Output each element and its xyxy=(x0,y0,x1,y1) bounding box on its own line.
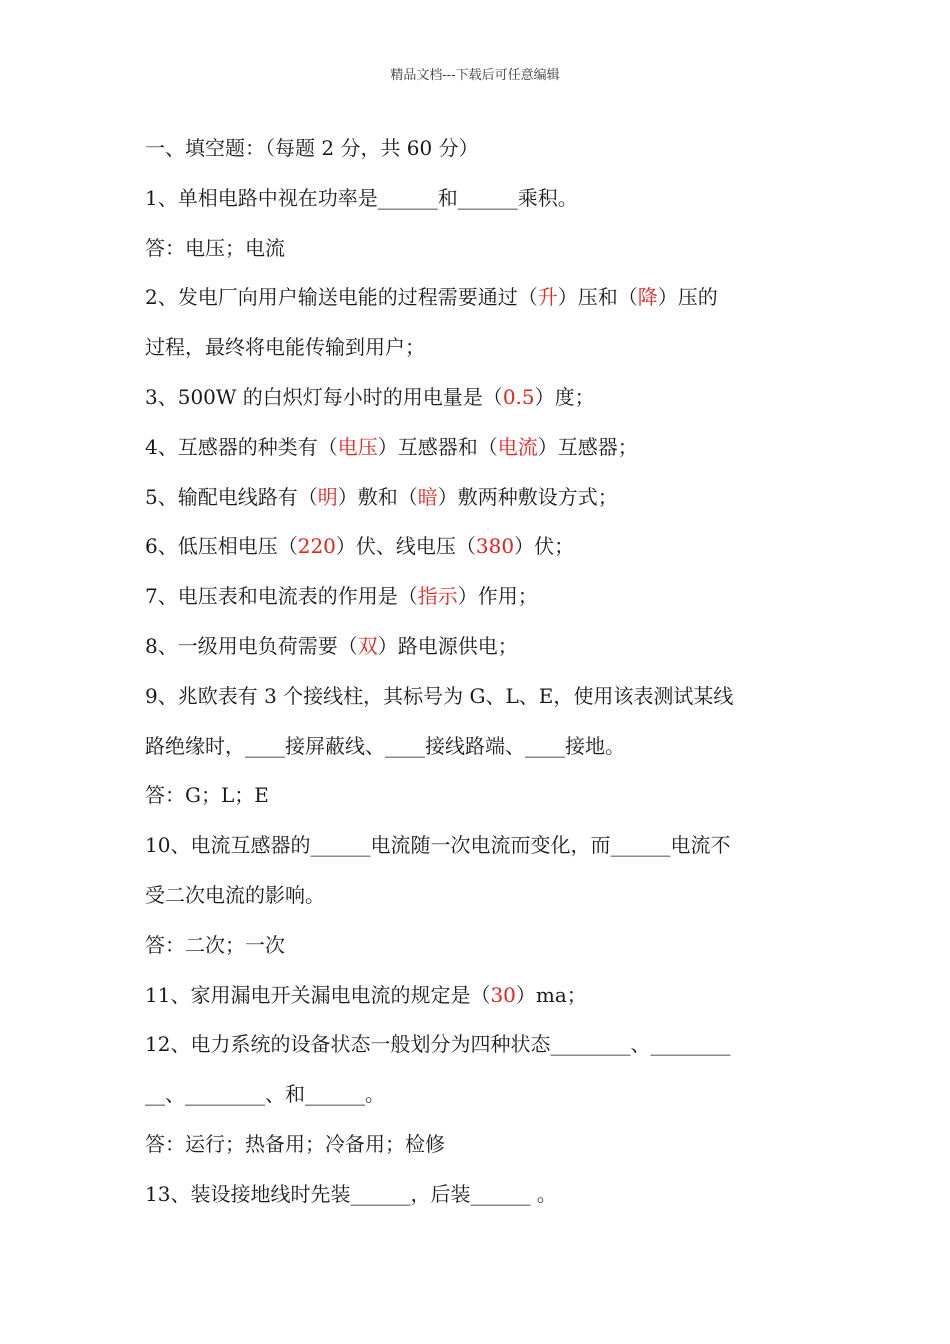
question-13: 13、装设接地线时先装______，后装______ 。 xyxy=(145,1181,557,1206)
q2-text-c: ）压的 xyxy=(657,285,718,310)
question-8 xyxy=(145,622,810,672)
q7-text-a: 7、电压表和电流表的作用是（ xyxy=(145,584,418,609)
question-7 xyxy=(145,572,810,622)
q11-fill: 30 xyxy=(490,982,516,1007)
q7-fill: 指示 xyxy=(417,584,458,609)
q2-text-a: 2、发电厂向用户输送电能的过程需要通过（ xyxy=(145,285,538,310)
q6-fill-2: 380 xyxy=(475,534,515,559)
question-9-line-1: 9、兆欧表有 3 个接线柱，其标号为 G、L、E，使用该表测试某线 xyxy=(145,683,734,708)
q11-text-b: ）ma； xyxy=(515,982,587,1007)
page-header: 精品文档---下载后可任意编辑 xyxy=(390,68,560,83)
answer-1: 答：电压；电流 xyxy=(145,235,285,260)
q4-fill-1: 电压 xyxy=(337,434,378,459)
q3-text-b: ）度； xyxy=(534,384,595,409)
answer-10: 答：二次；一次 xyxy=(145,932,285,957)
q8-text-a: 8、一级用电负荷需要（ xyxy=(145,633,358,658)
q4-text-b: ）互感器和（ xyxy=(377,434,498,459)
q2-fill-2: 降 xyxy=(637,285,658,310)
section-title: 一、填空题：（每题 2 分，共 60 分） xyxy=(145,136,479,160)
question-10-line-2: 受二次电流的影响。 xyxy=(145,882,325,907)
q4-text-c: ）互感器； xyxy=(537,434,638,459)
q2-fill-1: 升 xyxy=(537,285,558,310)
q4-fill-2: 电流 xyxy=(497,434,538,459)
answer-9: 答：G；L；E xyxy=(145,783,269,808)
q8-text-b: ）路电源供电； xyxy=(377,633,518,658)
q5-text-c: ）敷两种敷设方式； xyxy=(437,484,618,509)
q5-fill-2: 暗 xyxy=(417,484,438,509)
q3-text-a: 3、500W 的白炽灯每小时的用电量是（ xyxy=(145,384,503,409)
question-12-line-2: __、________、和______。 xyxy=(145,1082,385,1107)
document-body xyxy=(145,124,810,1220)
q5-text-a: 5、输配电线路有（ xyxy=(145,484,318,509)
question-1: 1、单相电路中视在功率是______和______乘积。 xyxy=(145,185,578,210)
q6-text-a: 6、低压相电压（ xyxy=(145,534,298,559)
question-9-line-2: 路绝缘时，____接屏蔽线、____接线路端、____接地。 xyxy=(145,733,625,758)
q2-text-b: ）压和（ xyxy=(557,285,638,310)
q6-text-b: ）伏、线电压（ xyxy=(335,534,476,559)
question-10-line-1: 10、电流互感器的______电流随一次电流而变化，而______电流不 xyxy=(145,833,731,858)
question-2-line-1 xyxy=(145,273,810,323)
q4-text-a: 4、互感器的种类有（ xyxy=(145,434,338,459)
question-4 xyxy=(145,423,810,473)
q5-text-b: ）敷和（ xyxy=(337,484,418,509)
question-2-line-2: 过程，最终将电能传输到用户； xyxy=(145,335,425,360)
q11-text-a: 11、家用漏电开关漏电电流的规定是（ xyxy=(145,982,491,1007)
question-5 xyxy=(145,473,810,523)
question-12-line-1: 12、电力系统的设备状态一般划分为四种状态________、________ xyxy=(145,1032,731,1057)
q3-fill: 0.5 xyxy=(502,384,535,409)
q6-text-c: ）伏； xyxy=(514,534,575,559)
answer-12: 答：运行；热备用；冷备用；检修 xyxy=(145,1131,445,1156)
question-3 xyxy=(145,373,810,423)
question-6 xyxy=(145,522,810,572)
q6-fill-1: 220 xyxy=(297,534,336,559)
q8-fill: 双 xyxy=(357,633,378,658)
q7-text-b: ）作用； xyxy=(457,584,538,609)
q5-fill-1: 明 xyxy=(317,484,338,509)
question-11 xyxy=(145,971,810,1021)
